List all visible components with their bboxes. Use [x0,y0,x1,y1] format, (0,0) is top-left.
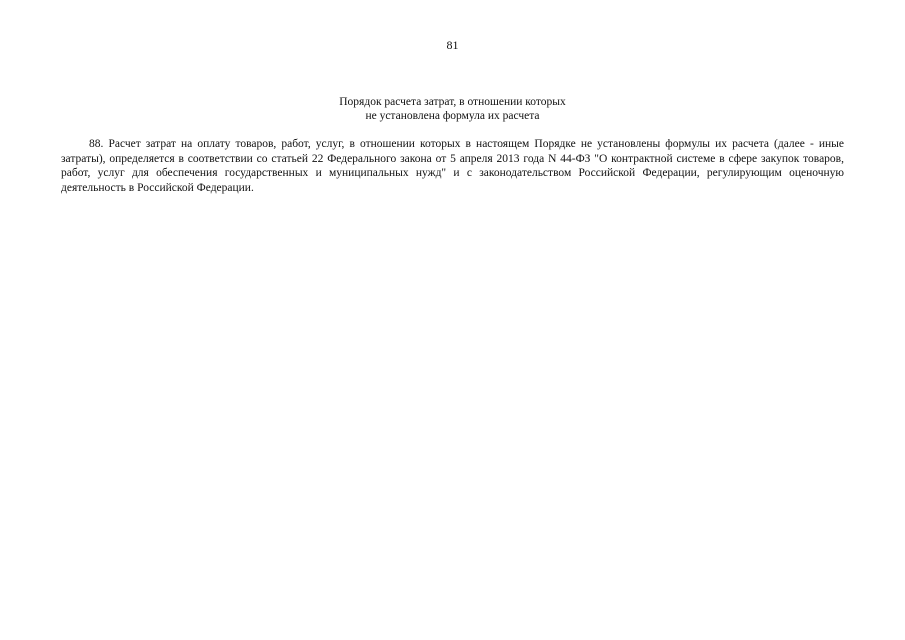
section-title-line-2: не установлена формула их расчета [365,110,540,122]
section-title [0,95,905,123]
page-number: 81 [446,38,459,52]
paragraph-88: 88. Расчет затрат на оплату товаров, работ, услуг, в отношении которых в настоящем Порядке не установлены формулы их расчета (далее - иные затраты), определяется в соответствии со статьей 22 Федерального закона от 5 апреля 2013 года N 44-ФЗ "О контрактной системе в сфере закупок товаров, работ, услуг для обеспечения государственных и муниципальных нужд" и с законодательством Российской Федерации, регулирующим оценочную деятельность в Российской Федерации. [61,138,844,194]
section-title-line-1: Порядок расчета затрат, в отношении которых [339,96,566,108]
